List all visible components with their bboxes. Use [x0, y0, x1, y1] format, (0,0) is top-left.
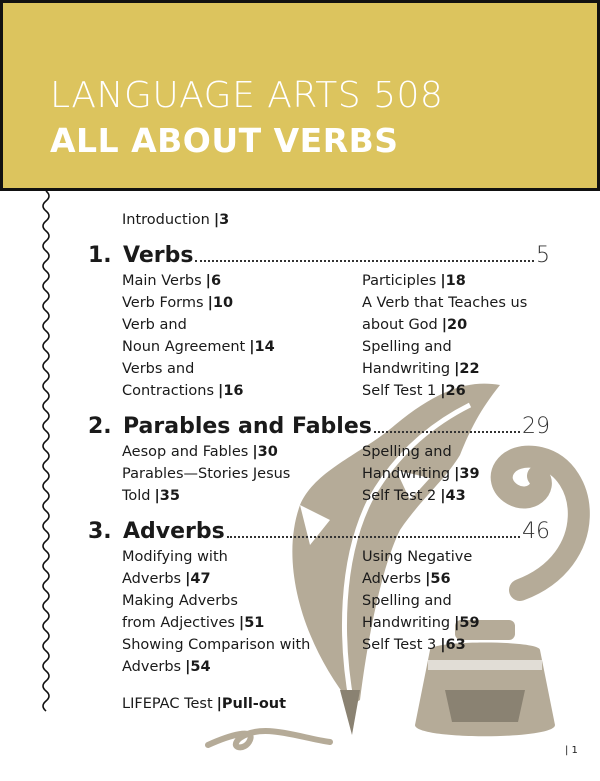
toc-entry-label: Handwriting — [362, 615, 451, 631]
toc-entry-label: Verbs and — [122, 361, 195, 377]
toc-entry-label: Adverbs — [122, 571, 182, 587]
section-name: Adverbs — [123, 519, 225, 544]
toc-entry[interactable] — [122, 593, 242, 609]
toc-entry-page: |18 — [440, 273, 466, 289]
toc-entry-page: |43 — [440, 488, 466, 504]
toc-entry-page: |16 — [218, 383, 244, 399]
toc-entry-label: Told — [122, 488, 151, 504]
toc-entry-page: |54 — [185, 659, 211, 675]
toc-entry-page: |10 — [207, 295, 234, 311]
toc-entry[interactable] — [362, 273, 466, 289]
toc-entry[interactable] — [122, 615, 264, 631]
toc-entry-label: about God — [362, 317, 438, 333]
toc-entry[interactable] — [122, 295, 233, 311]
section-number: 3. — [88, 519, 112, 544]
toc-entry-label: Contractions — [122, 383, 215, 399]
footer-page-number: | 1 — [565, 745, 578, 756]
toc-entry[interactable] — [122, 361, 198, 377]
toc-entry-page: |63 — [440, 637, 466, 653]
toc-entry[interactable] — [362, 295, 531, 311]
toc-entry-page: |Pull-out — [216, 696, 287, 712]
wavy-margin-line — [39, 191, 53, 716]
toc-entry[interactable] — [362, 444, 456, 460]
section-heading-3[interactable] — [88, 519, 550, 544]
dot-leader — [195, 260, 534, 262]
section-page: 5 — [536, 243, 550, 268]
toc-entry-label: Spelling and — [362, 339, 452, 355]
toc-entry[interactable] — [362, 383, 466, 399]
toc-entry-page: |56 — [425, 571, 451, 587]
toc-entry-page: |30 — [252, 444, 278, 460]
toc-entry[interactable] — [122, 383, 244, 399]
toc-entry[interactable] — [362, 615, 480, 631]
section-name: Parables and Fables — [123, 414, 372, 439]
toc-entry-label: Making Adverbs — [122, 593, 238, 609]
dot-leader — [374, 431, 520, 433]
section-heading-2[interactable] — [88, 414, 550, 439]
toc-entry-label: Showing Comparison with — [122, 637, 311, 653]
toc-entry[interactable] — [362, 339, 456, 355]
toc-entry-label: Using Negative — [362, 549, 473, 565]
toc-entry[interactable] — [362, 637, 466, 653]
toc-entry[interactable] — [122, 466, 294, 482]
toc-entry-label: Spelling and — [362, 444, 452, 460]
toc-entry-label: Main Verbs — [122, 273, 202, 289]
toc-entry[interactable] — [122, 659, 211, 675]
toc-entry-page: |14 — [249, 339, 275, 355]
toc-entry[interactable] — [122, 571, 211, 587]
section-heading-1[interactable] — [88, 243, 550, 268]
toc-entry-page: |47 — [185, 571, 211, 587]
toc-entry-page: |20 — [441, 317, 468, 333]
toc-entry-label: Verb and — [122, 317, 187, 333]
toc-entry-page: |51 — [238, 615, 265, 631]
toc-entry[interactable] — [362, 488, 466, 504]
toc-entry-page: |26 — [440, 383, 466, 399]
toc-entry-label: Introduction — [122, 212, 210, 228]
toc-entry-label: Adverbs — [122, 659, 182, 675]
toc-entry-label: Parables—Stories Jesus — [122, 466, 291, 482]
toc-entry-label: LIFEPAC Test — [122, 696, 213, 712]
toc-entry-page: |3 — [213, 212, 230, 228]
toc-entry-label: Self Test 3 — [362, 637, 437, 653]
dot-leader — [227, 536, 520, 538]
toc-introduction[interactable] — [122, 212, 229, 228]
toc-entry-page: |59 — [454, 615, 480, 631]
toc-entry[interactable] — [122, 549, 232, 565]
toc-entry-page: |22 — [454, 361, 480, 377]
toc-entry[interactable] — [122, 637, 314, 653]
toc-entry[interactable] — [362, 466, 480, 482]
course-title: LANGUAGE ARTS 508 — [50, 75, 444, 116]
toc-entry-label: Participles — [362, 273, 437, 289]
ink-scribble — [208, 731, 330, 747]
toc-entry[interactable] — [122, 273, 221, 289]
toc-entry-label: Noun Agreement — [122, 339, 246, 355]
toc-entry-label: Modifying with — [122, 549, 228, 565]
toc-entry[interactable] — [122, 317, 191, 333]
unit-title: ALL ABOUT VERBS — [50, 121, 399, 160]
toc-entry[interactable] — [362, 593, 456, 609]
toc-entry-label: Handwriting — [362, 466, 451, 482]
toc-entry-label: Self Test 2 — [362, 488, 437, 504]
toc-entry-label: Adverbs — [362, 571, 422, 587]
toc-entry-label: A Verb that Teaches us — [362, 295, 528, 311]
toc-entry[interactable] — [362, 361, 480, 377]
toc-entry-label: Self Test 1 — [362, 383, 437, 399]
toc-entry[interactable] — [122, 488, 180, 504]
toc-entry-label: from Adjectives — [122, 615, 235, 631]
section-number: 2. — [88, 414, 112, 439]
toc-entry-page: |6 — [205, 273, 222, 289]
section-page: 46 — [522, 519, 550, 544]
toc-lifepac-test[interactable] — [122, 696, 286, 712]
section-page: 29 — [522, 414, 550, 439]
toc-entry[interactable] — [122, 444, 278, 460]
toc-entry-label: Verb Forms — [122, 295, 204, 311]
toc-entry-page: |39 — [454, 466, 480, 482]
toc-entry[interactable] — [122, 339, 275, 355]
toc-entry-label: Aesop and Fables — [122, 444, 249, 460]
toc-entry-label: Handwriting — [362, 361, 451, 377]
toc-entry-label: Spelling and — [362, 593, 452, 609]
section-number: 1. — [88, 243, 112, 268]
section-name: Verbs — [123, 243, 194, 268]
toc-entry[interactable] — [362, 317, 467, 333]
toc-entry[interactable] — [362, 549, 476, 565]
toc-entry-page: |35 — [154, 488, 180, 504]
toc-entry[interactable] — [362, 571, 451, 587]
